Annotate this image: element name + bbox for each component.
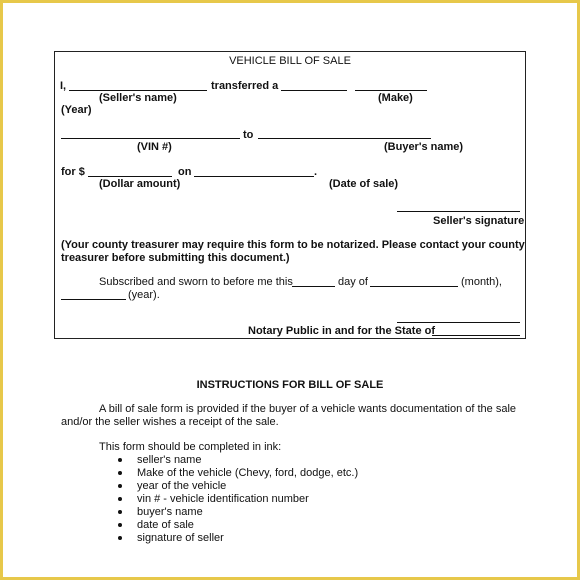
seller-name-field[interactable] <box>69 90 207 91</box>
notice-line-2: treasurer before submitting this document.) <box>61 252 290 264</box>
list-item: date of sale <box>137 519 194 531</box>
dollar-amount-field[interactable] <box>88 176 172 177</box>
vin-field[interactable] <box>61 138 240 139</box>
notice-line-1: (Your county treasurer may require this form to be notarized. Please contact your county <box>61 239 525 251</box>
bullet-icon <box>118 497 122 501</box>
dollar-amount-label: (Dollar amount) <box>99 178 181 190</box>
instructions-para2: This form should be completed in ink: <box>99 441 282 453</box>
date-of-sale-label: (Date of sale) <box>329 178 399 190</box>
list-item: Make of the vehicle (Chevy, ford, dodge, etc.) <box>137 467 359 479</box>
make-label: (Make) <box>378 92 413 104</box>
seller-name-label: (Seller's name) <box>99 92 177 104</box>
year-label: (Year) <box>61 104 92 116</box>
vin-label: (VIN #) <box>137 141 172 153</box>
list-item: buyer's name <box>137 506 203 518</box>
seller-signature-field[interactable] <box>397 211 520 212</box>
list-item: seller's name <box>137 454 202 466</box>
bullet-icon <box>118 510 122 514</box>
bullet-icon <box>118 471 122 475</box>
list-item: year of the vehicle <box>137 480 227 492</box>
form-title: VEHICLE BILL OF SALE <box>229 55 351 67</box>
notary-state-field[interactable] <box>432 335 520 336</box>
on-text: on <box>178 166 192 178</box>
year-field[interactable] <box>281 90 347 91</box>
sworn-year-label: (year). <box>128 289 160 301</box>
list-item: vin # - vehicle identification number <box>137 493 309 505</box>
notary-signature-field[interactable] <box>397 322 520 323</box>
for-dollar-text: for $ <box>61 166 85 178</box>
sworn-month-label: (month), <box>461 276 502 288</box>
prefix-i: I, <box>60 80 67 92</box>
instructions-para1-line2: and/or the seller wishes a receipt of the sale. <box>61 416 279 428</box>
instructions-para1-line1: A bill of sale form is provided if the buyer of a vehicle wants documentation of the sale <box>99 403 517 415</box>
sworn-text: Subscribed and sworn to before me this <box>99 276 293 288</box>
list-item: signature of seller <box>137 532 224 544</box>
sworn-year-field[interactable] <box>61 299 126 300</box>
sworn-month-field[interactable] <box>370 286 458 287</box>
sworn-day-of: day of <box>338 276 368 288</box>
buyer-name-label: (Buyer's name) <box>384 141 464 153</box>
period-text: . <box>314 166 318 178</box>
buyer-name-field[interactable] <box>258 138 431 139</box>
transferred-text: transferred a <box>211 80 279 92</box>
bullet-icon <box>118 484 122 488</box>
bullet-icon <box>118 536 122 540</box>
notary-text: Notary Public in and for the State of <box>248 325 436 337</box>
make-field[interactable] <box>355 90 427 91</box>
bullet-icon <box>118 458 122 462</box>
date-of-sale-field[interactable] <box>194 176 314 177</box>
bullet-icon <box>118 523 122 527</box>
to-text: to <box>243 129 254 141</box>
sworn-day-field[interactable] <box>292 286 335 287</box>
seller-signature-label: Seller's signature <box>433 215 525 227</box>
instructions-title: INSTRUCTIONS FOR BILL OF SALE <box>196 379 384 391</box>
